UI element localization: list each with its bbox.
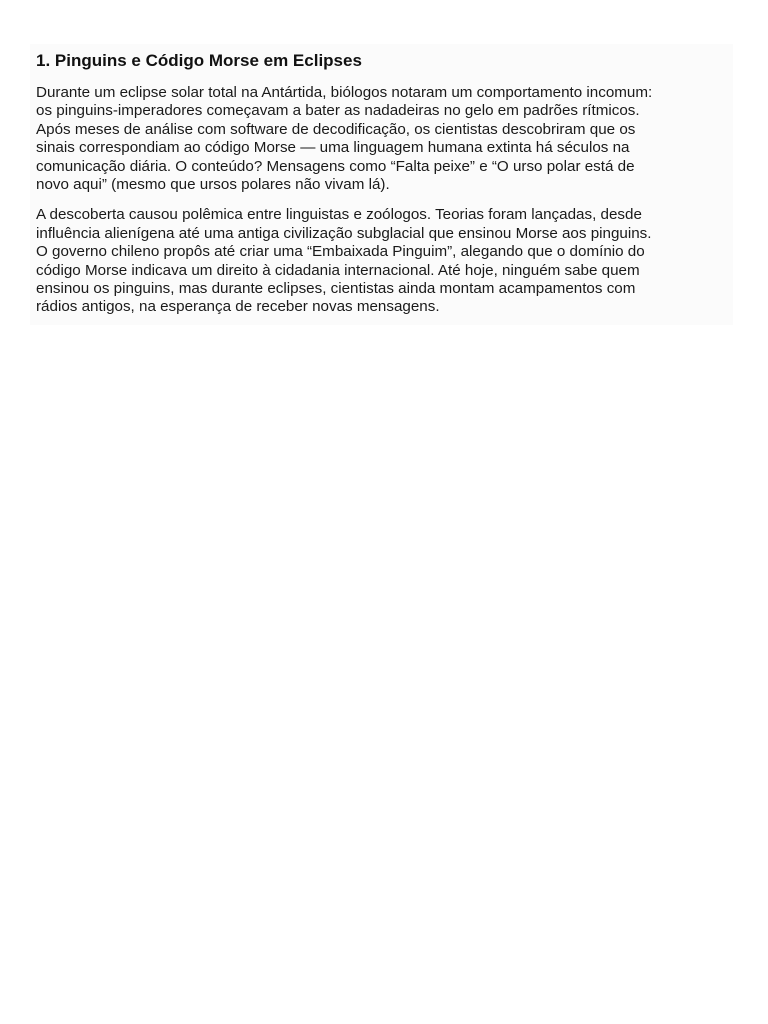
- paragraph-line: sinais correspondiam ao código Morse — uma linguagem humana extinta há séculos na: [36, 139, 630, 157]
- paragraph-line: comunicação diária. O conteúdo? Mensagens como “Falta peixe” e “O urso polar está de: [36, 157, 635, 175]
- paragraph-line: ensinou os pinguins, mas durante eclipses, cientistas ainda montam acampamentos com: [36, 280, 636, 298]
- article-title: 1. Pinguins e Código Morse em Eclipses: [36, 51, 362, 70]
- paragraph-line: Durante um eclipse solar total na Antártida, biólogos notaram um comportamento incomum:: [36, 84, 653, 101]
- paragraph-line: O governo chileno propôs até criar uma “Embaixada Pinguim”, alegando que o domínio do: [36, 243, 645, 261]
- paragraph-1: [36, 84, 733, 194]
- paragraph-line: os pinguins-imperadores começavam a bater as nadadeiras no gelo em padrões rítmicos.: [36, 102, 640, 120]
- paragraph-line: Após meses de análise com software de decodificação, os cientistas descobriram que os: [36, 120, 636, 138]
- paragraph-line: novo aqui” (mesmo que ursos polares não vivam lá).: [36, 176, 390, 194]
- paragraph-2: [36, 206, 733, 316]
- article: [30, 44, 733, 325]
- paragraph-line: influência alienígena até uma antiga civilização subglacial que ensinou Morse aos pinguins.: [36, 224, 652, 242]
- paragraph-line: A descoberta causou polêmica entre linguistas e zoólogos. Teorias foram lançadas, desde: [36, 206, 642, 224]
- paragraph-line: código Morse indicava um direito à cidadania internacional. Até hoje, ninguém sabe quem: [36, 261, 640, 279]
- paragraph-line: rádios antigos, na esperança de receber novas mensagens.: [36, 298, 440, 316]
